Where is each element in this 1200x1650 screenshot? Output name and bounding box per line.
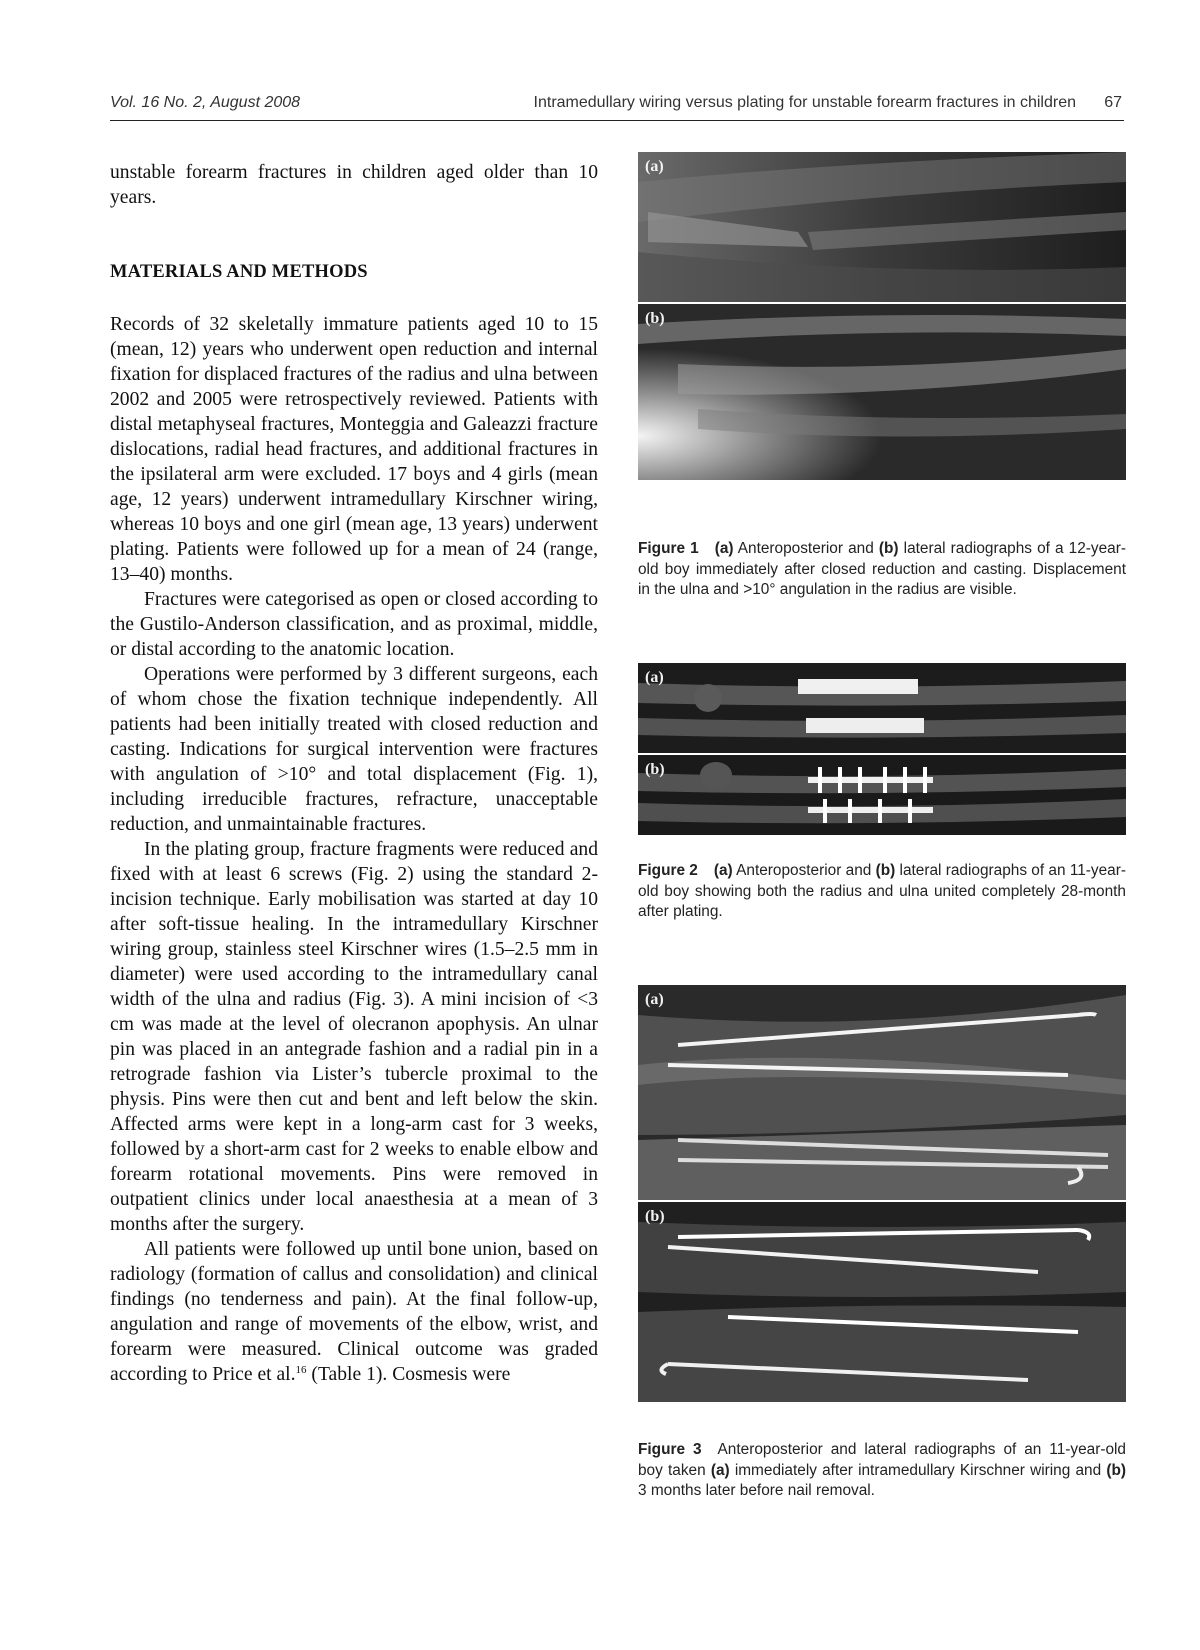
figure-2a-radiograph [638,663,1126,753]
caption-text: Anteroposterior and lateral radiographs of an 11-year-old boy taken [638,1441,1126,1479]
panel-label-a: (a) [645,669,664,686]
caption-part-b: (b) [875,862,896,879]
caption-text: immediately after intramedullary Kirschner wiring and [729,1461,1107,1479]
journal-issue: Vol. 16 No. 2, August 2008 [110,94,301,111]
figure-3b-radiograph [638,1202,1126,1402]
caption-text: lateral radiographs of a 12-year-old boy immediately after closed reduction and casting. Displacement in the ulna and >10° angulation in the radius are visible. [638,540,1126,598]
figure-1-caption [638,539,1126,601]
panel-label-a: (a) [645,991,664,1008]
followup-text-end: (Table 1). Cosmesis were [306,1364,511,1385]
panel-label-b: (b) [645,1208,665,1225]
paragraph-operations: Operations were performed by 3 different surgeons, each of whom chose the fixation technique independently. All patients had been initially treated with closed reduction and casting. Indications for surgical intervention were fractures with angulation of >10° and total displacement (Fig. 1), including irreducible fractures, refracture, unacceptable reduction, and unmaintainable fractures. [110,664,598,835]
figure-3-label: Figure 3 [638,1441,702,1458]
xray-image [638,304,1126,480]
figure-1-label: Figure 1 [638,540,699,557]
panel-label-a: (a) [645,158,664,175]
intro-tail-paragraph: unstable forearm fractures in children aged older than 10 years. [110,162,598,208]
figure-2-label: Figure 2 [638,862,698,879]
paragraph-classification: Fractures were categorised as open or closed according to the Gustilo-Anderson classification, and as proximal, middle, or distal according to the anatomic location. [110,589,598,660]
caption-text: Anteroposterior and [732,862,876,879]
caption-part-b: (b) [878,540,899,557]
xray-image [638,152,1126,302]
xray-image [638,755,1126,835]
panel-label-b: (b) [645,310,665,327]
panel-label-b: (b) [645,761,665,778]
figure-1a-radiograph [638,152,1126,302]
caption-text: Anteroposterior and [733,540,879,557]
caption-part-a: (a) [713,862,733,879]
section-heading: MATERIALS AND METHODS [110,262,368,282]
caption-part-a: (a) [710,1461,730,1479]
figure-1b-radiograph [638,304,1126,480]
figure-2b-radiograph [638,755,1126,835]
xray-image [638,1202,1126,1402]
paragraph-followup [110,1237,598,1387]
caption-part-a: (a) [714,540,734,557]
caption-text: lateral radiographs of an 11-year-old boy showing both the radius and ulna united completely 28-month after plating. [638,862,1126,920]
xray-image [638,985,1126,1200]
followup-text: All patients were followed up until bone union, based on radiology (formation of callus and consolidation) and clinical findings (no tenderness and pain). At the final follow-up, angulation and range of movements of the elbow, wrist, and forearm were measured. Clinical outcome was graded according to Price et al. [110,1239,598,1385]
xray-image [638,663,1126,753]
reference-superscript: 16 [295,1364,307,1376]
running-title: Intramedullary wiring versus plating for unstable forearm fractures in children [533,94,1076,111]
page-number: 67 [1104,94,1122,111]
figure-3a-radiograph [638,985,1126,1200]
paragraph-plating: In the plating group, fracture fragments were reduced and fixed with at least 6 screws (Fig. 2) using the standard 2-incision technique. Early mobilisation was started at day 10 after soft-tissue healing. In the intramedullary Kirschner wiring group, stainless steel Kirschner wires (1.5–2.5 mm in diameter) were used according to the intramedullary canal width of the ulna and radius (Fig. 3). A mini incision of <3 cm was made at the level of olecranon apophysis. An ulnar pin was placed in an antegrade fashion and a radial pin in a retrograde fashion via Lister’s tubercle proximal to the physis. Pins were then cut and bent and left below the skin. Affected arms were kept in a long-arm cast for 3 weeks, followed by a short-arm cast for 2 weeks to enable elbow and forearm rotational movements. Pins were removed in outpatient clinics under local anaesthesia at a mean of 3 months after the surgery. [110,839,598,1235]
body-text-column [110,160,598,1387]
figure-3-caption [638,1440,1126,1502]
figure-2-caption [638,861,1126,923]
running-header [110,94,1124,121]
caption-text: 3 months later before nail removal. [638,1482,875,1499]
paragraph-records: Records of 32 skeletally immature patients aged 10 to 15 (mean, 12) years who underwent open reduction and internal fixation for displaced fractures of the radius and ulna between 2002 and 2005 were retrospectively reviewed. Patients with distal metaphyseal fractures, Monteggia and Galeazzi fracture dislocations, radial head fractures, and additional fractures in the ipsilateral arm were excluded. 17 boys and 4 girls (mean age, 12 years) underwent intramedullary Kirschner wiring, whereas 10 boys and one girl (mean age, 13 years) underwent plating. Patients were followed up for a mean of 24 (range, 13–40) months. [110,314,598,585]
caption-part-b: (b) [1106,1461,1126,1479]
